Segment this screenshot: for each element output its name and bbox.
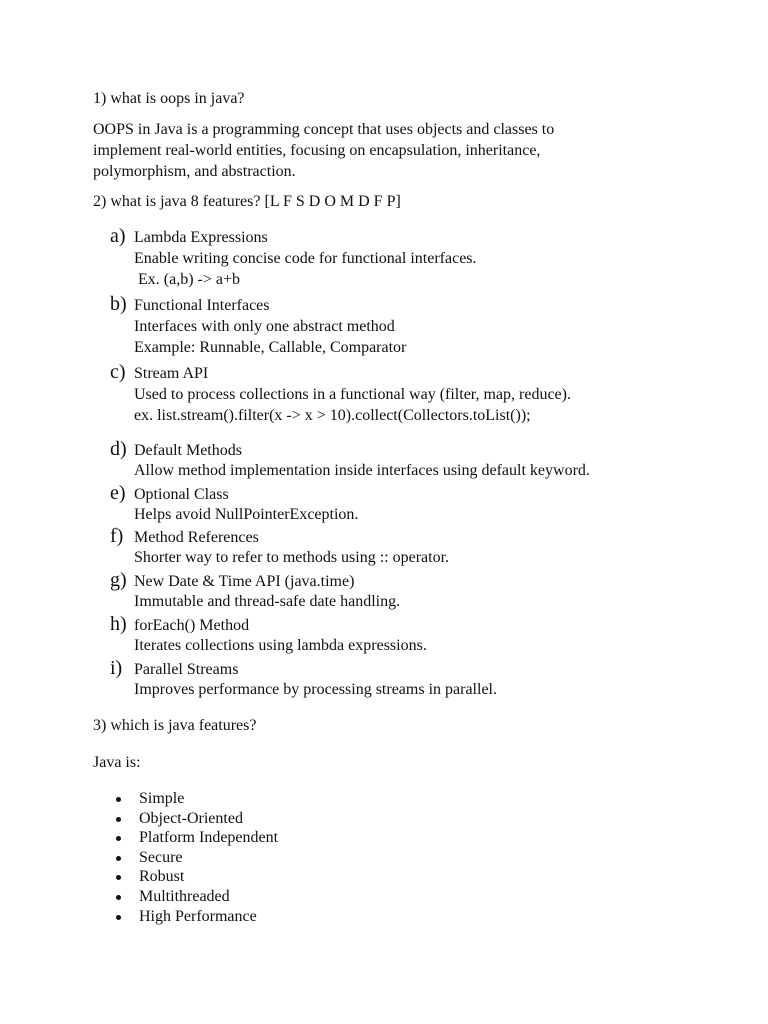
feature-title: Parallel Streams [134, 661, 239, 678]
list-item [112, 867, 278, 887]
bullet-icon [116, 856, 121, 861]
feature-letter: a) [110, 225, 126, 247]
feature-letter: g) [110, 569, 127, 591]
java-features-list [112, 789, 278, 926]
bullet-icon [116, 817, 121, 822]
feature-desc: Improves performance by processing streams in parallel. [134, 681, 497, 698]
bullet-icon [116, 895, 121, 900]
question-1: 1) what is oops in java? [93, 90, 245, 107]
feature-letter: e) [110, 482, 126, 504]
list-item [112, 887, 278, 907]
feature-letter: h) [110, 613, 127, 635]
feature-desc: Iterates collections using lambda expressions. [134, 637, 427, 654]
feature-title: Lambda Expressions [134, 229, 268, 246]
list-item [112, 809, 278, 829]
answer-1-line: polymorphism, and abstraction. [93, 163, 296, 180]
bullet-icon [116, 836, 121, 841]
list-item-label: High Performance [139, 907, 257, 925]
list-item [112, 828, 278, 848]
feature-desc: Enable writing concise code for functional interfaces. [134, 250, 477, 267]
feature-letter: b) [110, 293, 127, 315]
feature-desc: Helps avoid NullPointerException. [134, 506, 359, 523]
feature-desc: Interfaces with only one abstract method [134, 318, 395, 335]
list-item-label: Simple [139, 790, 185, 807]
feature-desc: Shorter way to refer to methods using :: operator. [134, 549, 450, 566]
feature-desc: Immutable and thread-safe date handling. [134, 593, 401, 610]
bullet-icon [116, 797, 121, 802]
feature-title: Default Methods [134, 442, 242, 459]
answer-1-line: implement real-world entities, focusing on encapsulation, inheritance, [93, 142, 541, 159]
feature-title: forEach() Method [134, 617, 250, 634]
list-item [112, 848, 278, 868]
feature-letter: c) [110, 361, 126, 383]
feature-letter: d) [110, 438, 127, 460]
feature-letter: f) [110, 525, 124, 547]
list-item-label: Object-Oriented [139, 809, 243, 827]
question-2: 2) what is java 8 features? [L F S D O M D F P] [93, 193, 401, 210]
list-item-label: Secure [139, 848, 183, 866]
answer-3-intro: Java is: [93, 754, 141, 771]
feature-title: New Date & Time API (java.time) [134, 573, 355, 590]
list-item-label: Platform Independent [139, 829, 279, 847]
question-3: 3) which is java features? [93, 717, 257, 734]
feature-example: Example: Runnable, Callable, Comparator [134, 339, 407, 356]
list-item-label: Multithreaded [139, 887, 230, 905]
feature-title: Functional Interfaces [134, 297, 270, 314]
feature-title: Optional Class [134, 486, 229, 503]
feature-example: Ex. (a,b) -> a+b [134, 271, 241, 288]
bullet-icon [116, 875, 121, 880]
feature-letter: i) [110, 657, 123, 679]
list-item-label: Robust [139, 868, 185, 886]
answer-1 [93, 119, 653, 182]
feature-desc: Used to process collections in a functional way (filter, map, reduce). [134, 386, 571, 403]
bullet-icon [116, 915, 121, 920]
feature-title: Method References [134, 529, 259, 546]
answer-1-line: OOPS in Java is a programming concept that uses objects and classes to [93, 121, 555, 138]
feature-example: ex. list.stream().filter(x -> x > 10).collect(Collectors.toList()); [134, 407, 531, 424]
feature-desc: Allow method implementation inside interfaces using default keyword. [134, 462, 590, 479]
feature-title: Stream API [134, 365, 209, 382]
list-item [112, 789, 278, 809]
list-item [112, 907, 278, 927]
